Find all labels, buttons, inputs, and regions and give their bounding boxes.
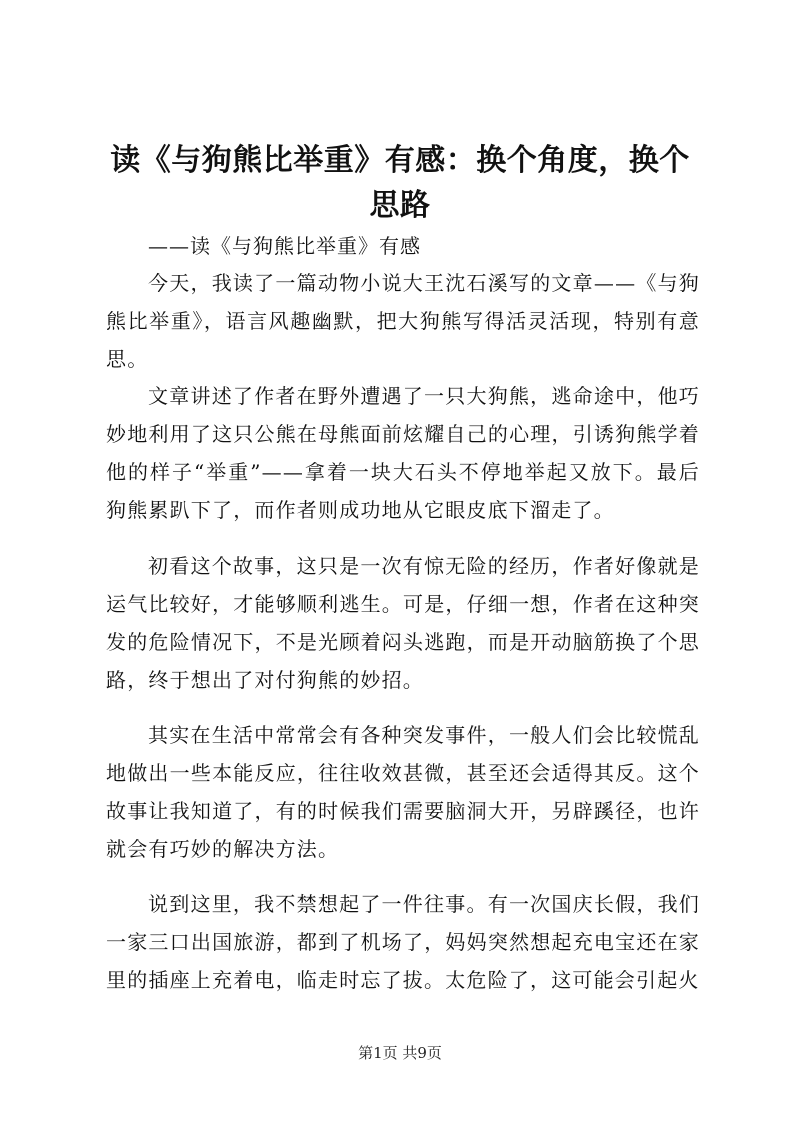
paragraph: 说到这里，我不禁想起了一件往事。有一次国庆长假，我们一家三口出国旅游，都到了机场了，妈妈突然想起充电宝还在家里的插座上充着电，临走时忘了拔。太危险了，这可能会引起火: [106, 892, 700, 992]
paragraph: 今天，我读了一篇动物小说大王沈石溪写的文章——《与狗熊比举重》，语言风趣幽默，把大狗熊写得活灵活现，特别有意思。: [106, 271, 700, 371]
page-number-footer: 第1页 共9页: [358, 1044, 442, 1062]
paragraph: 初看这个故事，这只是一次有惊无险的经历，作者好像就是运气比较好，才能够顺利逃生。可是，仔细一想，作者在这种突发的危险情况下，不是光顾着闷头逃跑，而是开动脑筋换了个思路，终于想出了对付狗熊的妙招。: [106, 554, 700, 692]
document-title: 读《与狗熊比举重》有感：换个角度，换个思路: [110, 143, 690, 223]
document-subtitle: ——读《与狗熊比举重》有感: [148, 234, 421, 258]
paragraph: 其实在生活中常常会有各种突发事件，一般人们会比较慌乱地做出一些本能反应，往往收效甚微，甚至还会适得其反。这个故事让我知道了，有的时候我们需要脑洞大开，另辟蹊径，也许就会有巧妙的解决方法。: [106, 723, 700, 861]
paragraph: 文章讲述了作者在野外遭遇了一只大狗熊，逃命途中，他巧妙地利用了这只公熊在母熊面前炫耀自己的心理，引诱狗熊学着他的样子“举重”——拿着一块大石头不停地举起又放下。最后狗熊累趴下了，而作者则成功地从它眼皮底下溜走了。: [106, 384, 700, 522]
